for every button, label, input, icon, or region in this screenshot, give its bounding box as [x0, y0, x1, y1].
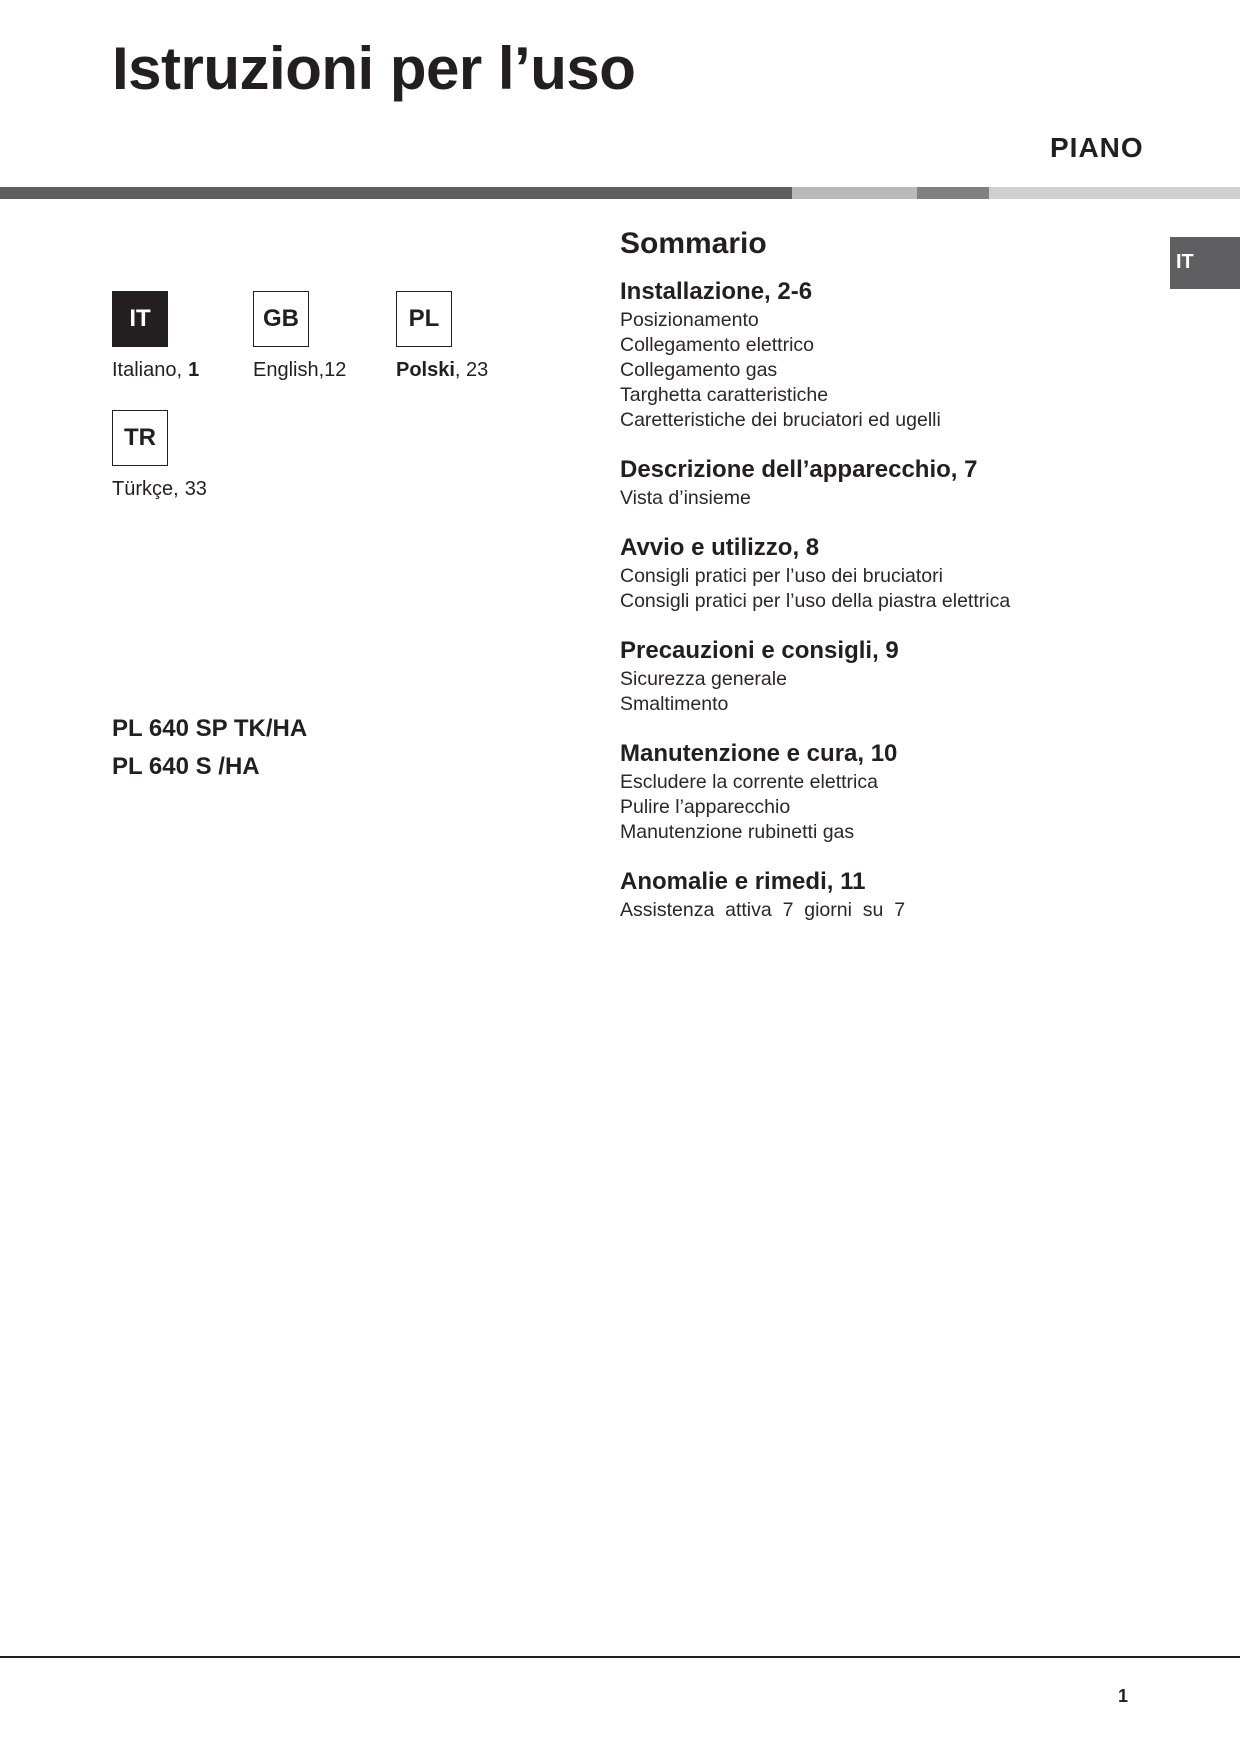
toc-section-anomalie: [620, 866, 1180, 923]
language-side-tab: IT: [1170, 237, 1240, 289]
toc-item: Consigli pratici per l’uso della piastra elettrica: [620, 590, 1011, 612]
language-name: English,: [253, 359, 325, 381]
toc-section-descrizione: [620, 454, 1180, 511]
language-code-box: GB: [253, 291, 309, 347]
language-name: Türkçe,: [112, 478, 179, 500]
language-code-box: IT: [112, 291, 168, 347]
model-list: [112, 710, 307, 786]
language-entry-tr[interactable]: [112, 410, 282, 501]
toc-section-precauzioni: [620, 635, 1180, 717]
language-code-box: TR: [112, 410, 168, 466]
toc-item: Assistenza attiva 7 giorni su 7: [620, 899, 906, 921]
header-color-band: [0, 187, 792, 199]
language-page: , 23: [454, 359, 489, 381]
toc-item: Smaltimento: [620, 693, 729, 715]
language-name: Polski: [396, 359, 455, 381]
toc-item: Manutenzione rubinetti gas: [620, 821, 855, 843]
table-of-contents: [620, 224, 1180, 944]
product-type: PIANO: [1050, 132, 1144, 163]
header-color-band: [989, 187, 1240, 199]
toc-section-title[interactable]: Installazione, 2-6: [620, 278, 813, 305]
language-entry-pl[interactable]: [396, 291, 566, 382]
language-page: 33: [184, 478, 207, 500]
toc-item: Collegamento gas: [620, 359, 778, 381]
toc-section-installazione: [620, 276, 1180, 433]
toc-section-title[interactable]: Manutenzione e cura, 10: [620, 740, 898, 767]
toc-section-title[interactable]: Precauzioni e consigli, 9: [620, 637, 899, 664]
toc-item: Pulire l’apparecchio: [620, 796, 791, 818]
footer-divider: [0, 1656, 1240, 1658]
toc-item: Posizionamento: [620, 309, 759, 331]
toc-section-title[interactable]: Descrizione dell’apparecchio, 7: [620, 456, 978, 483]
language-caption: [396, 359, 566, 382]
toc-section-title[interactable]: Anomalie e rimedi, 11: [620, 868, 866, 895]
language-page: 12: [324, 359, 347, 381]
toc-item: Collegamento elettrico: [620, 334, 815, 356]
toc-section-manutenzione: [620, 738, 1180, 845]
model-name: PL 640 S /HA: [112, 753, 260, 780]
toc-section-title[interactable]: Avvio e utilizzo, 8: [620, 534, 820, 561]
document-title: Istruzioni per l’uso: [112, 35, 636, 102]
model-name: PL 640 SP TK/HA: [112, 715, 308, 742]
toc-section-avvio: [620, 532, 1180, 614]
language-page: 1: [188, 359, 200, 381]
toc-item: Escludere la corrente elettrica: [620, 771, 878, 793]
language-code-box: PL: [396, 291, 452, 347]
toc-heading: Sommario: [620, 227, 767, 260]
language-name: Italiano,: [112, 359, 183, 381]
toc-item: Targhetta caratteristiche: [620, 384, 829, 406]
toc-item: Sicurezza generale: [620, 668, 787, 690]
header-color-band: [917, 187, 989, 199]
toc-item: Caretteristiche dei bruciatori ed ugelli: [620, 409, 941, 431]
toc-item: Vista d’insieme: [620, 487, 751, 509]
toc-item: Consigli pratici per l’uso dei bruciatori: [620, 565, 943, 587]
page-number: 1: [1118, 1686, 1129, 1706]
language-caption: [112, 478, 282, 501]
header-color-band: [792, 187, 917, 199]
